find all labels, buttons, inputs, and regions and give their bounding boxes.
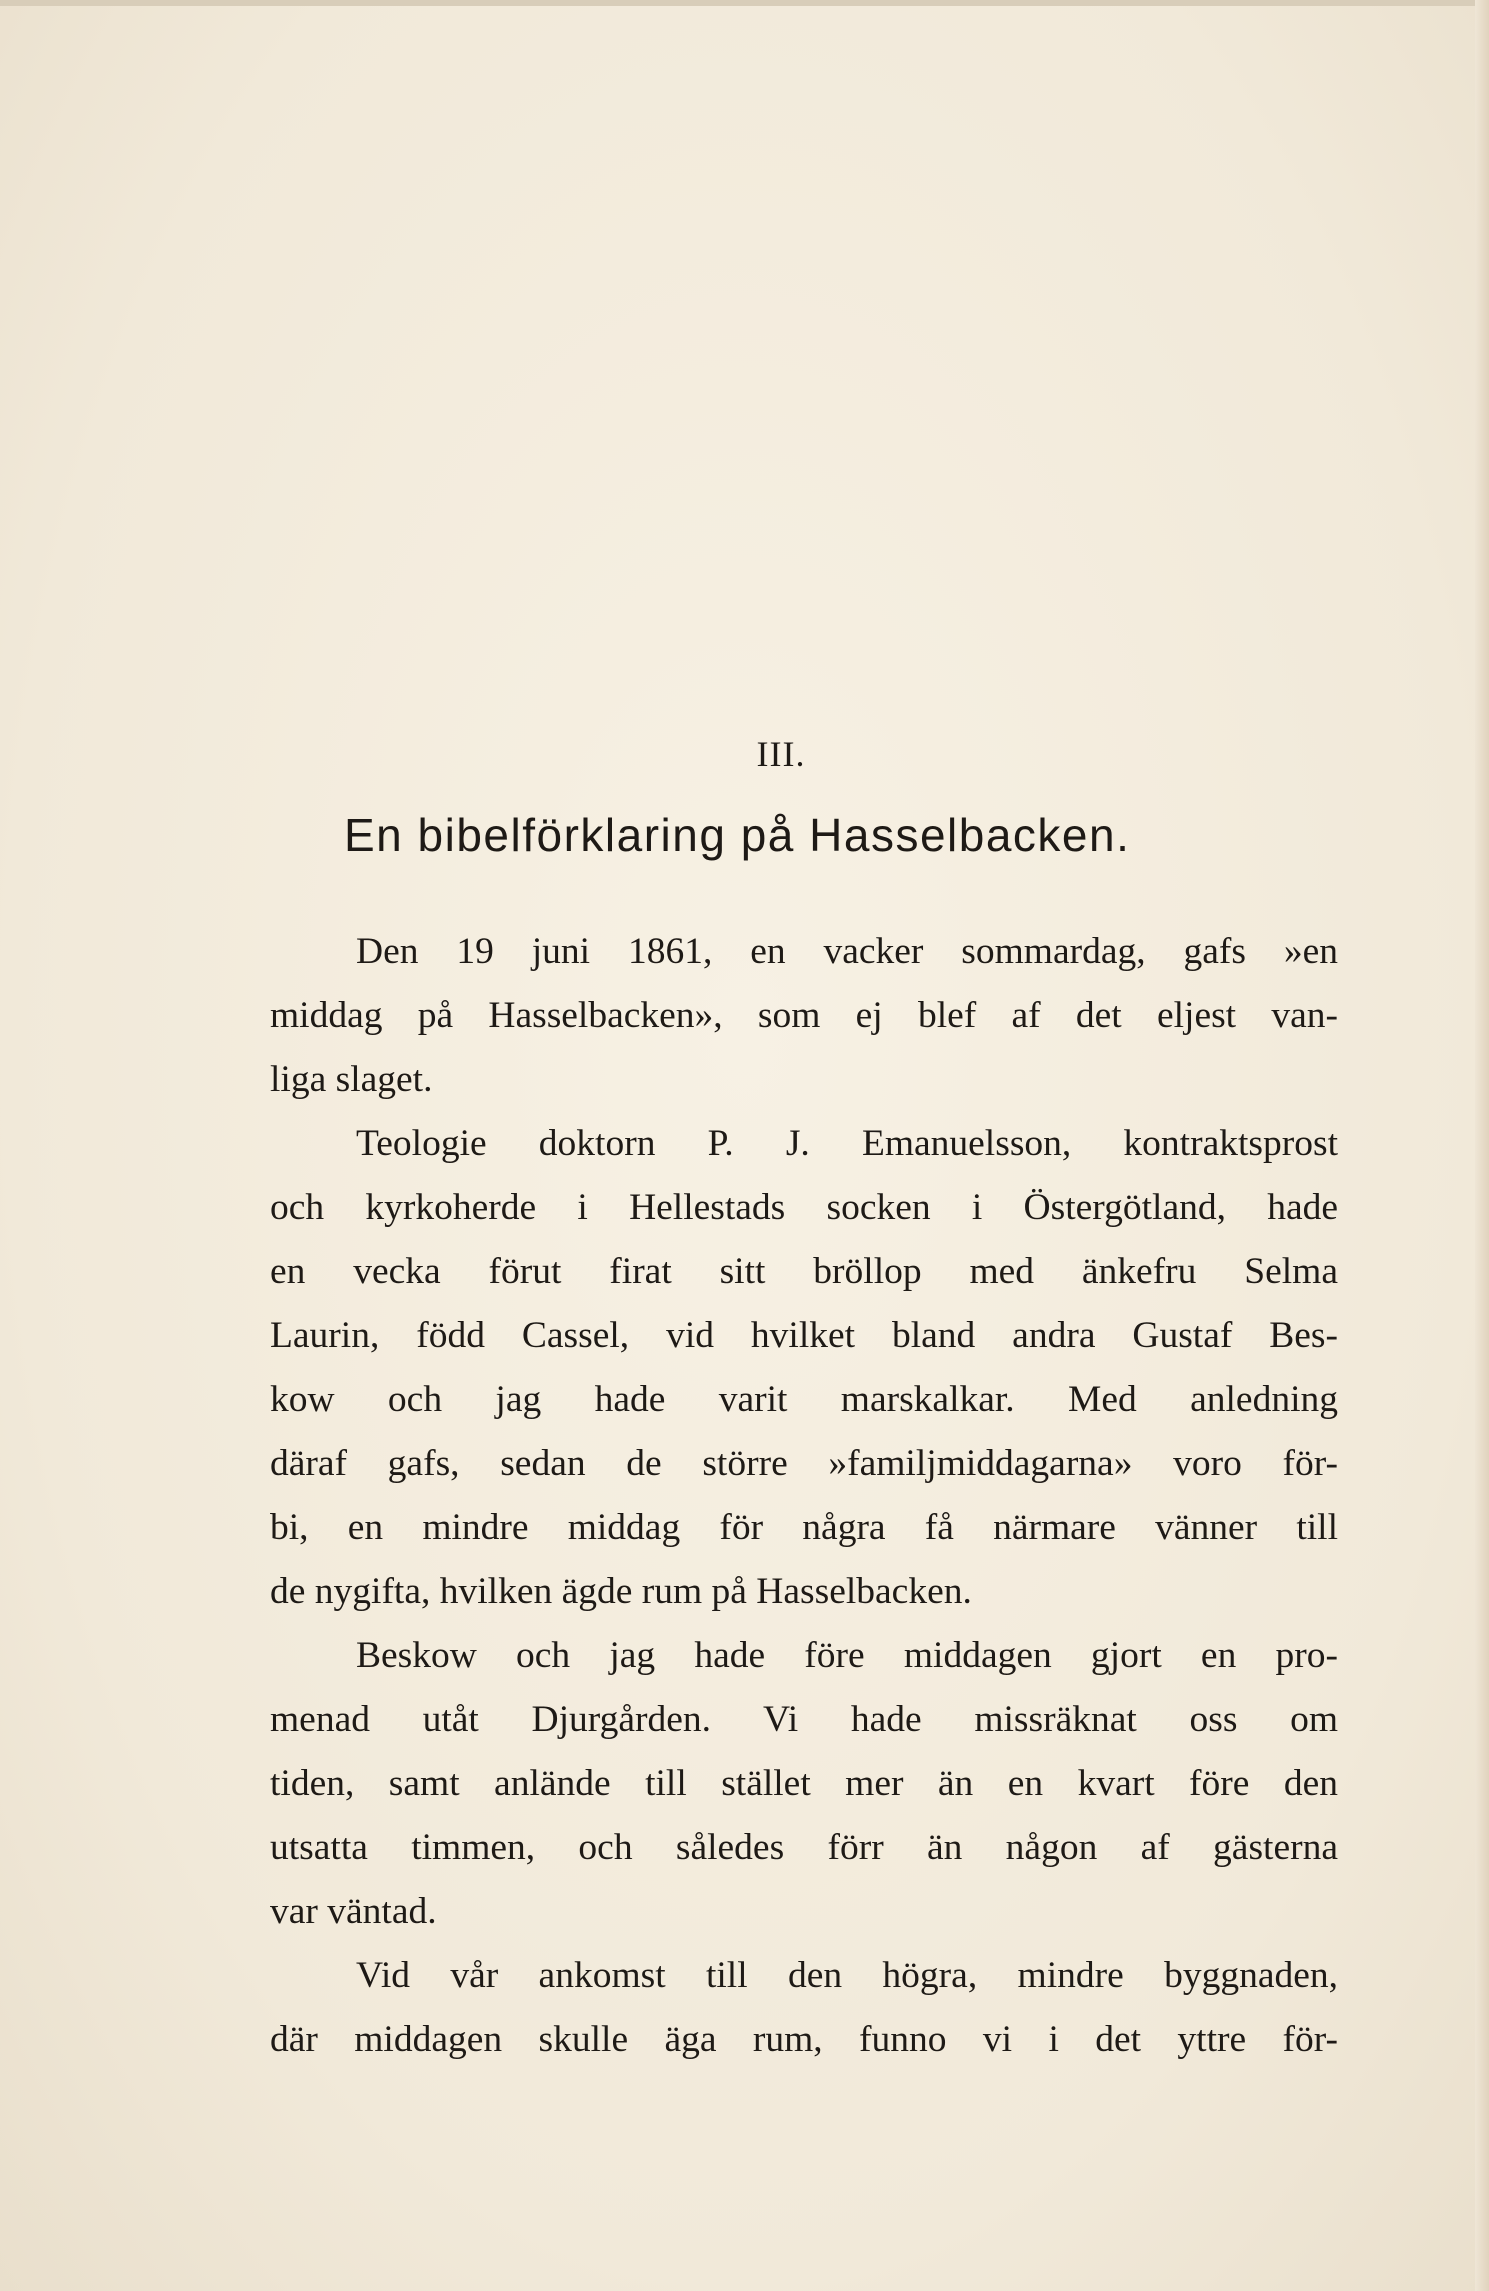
text-line: Teologie doktorn P. J. Emanuelsson, kontraktsprost bbox=[356, 1123, 1338, 1164]
chapter-number: III. bbox=[756, 734, 806, 774]
text-line: var väntad. bbox=[270, 1891, 437, 1932]
text-line: däraf gafs, sedan de större »familjmiddagarna» voro för- bbox=[270, 1443, 1338, 1484]
page-right-edge bbox=[1475, 0, 1489, 2291]
text-line: bi, en mindre middag för några få närmare vänner till bbox=[270, 1507, 1338, 1548]
text-line: där middagen skulle äga rum, funno vi i det yttre för- bbox=[270, 2019, 1338, 2060]
chapter-title: En bibelförklaring på Hasselbacken. bbox=[344, 809, 1131, 861]
text-line: menad utåt Djurgården. Vi hade missräknat oss om bbox=[270, 1699, 1338, 1740]
text-line: tiden, samt anlände till stället mer än en kvart före den bbox=[270, 1763, 1338, 1804]
text-line: Vid vår ankomst till den högra, mindre byggnaden, bbox=[356, 1955, 1338, 1996]
text-line: Laurin, född Cassel, vid hvilket bland andra Gustaf Bes- bbox=[270, 1315, 1338, 1356]
text-line: de nygifta, hvilken ägde rum på Hasselbacken. bbox=[270, 1571, 972, 1612]
text-line: middag på Hasselbacken», som ej blef af det eljest van- bbox=[270, 995, 1338, 1036]
text-line: och kyrkoherde i Hellestads socken i Östergötland, hade bbox=[270, 1187, 1338, 1228]
page-top-edge bbox=[0, 0, 1489, 6]
text-line: liga slaget. bbox=[270, 1059, 433, 1100]
text-line: utsatta timmen, och således förr än någon af gästerna bbox=[270, 1827, 1338, 1868]
text-line: Beskow och jag hade före middagen gjort en pro- bbox=[356, 1635, 1338, 1676]
text-line: en vecka förut firat sitt bröllop med änkefru Selma bbox=[270, 1251, 1338, 1292]
text-line: kow och jag hade varit marskalkar. Med anledning bbox=[270, 1379, 1338, 1420]
chapter-body bbox=[270, 920, 1338, 2072]
text-line: Den 19 juni 1861, en vacker sommardag, gafs »en bbox=[356, 931, 1338, 972]
